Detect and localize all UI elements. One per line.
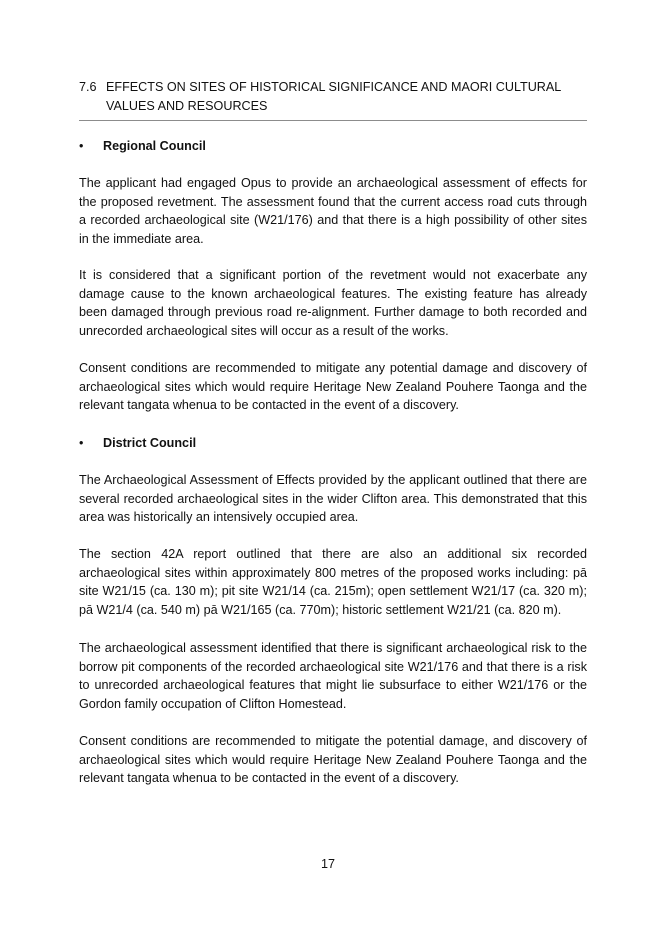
district-council-label: District Council [103, 436, 197, 450]
paragraph: Consent conditions are recommended to mitigate the potential damage, and discovery of archaeological sites which would require Heritage New Zealand Pouhere Taonga and the relevant tangata whenua to be contacted in the event of a discovery. [79, 734, 587, 786]
paragraph: The section 42A report outlined that there are also an additional six recorded archaeological sites within approximately 800 metres of the proposed works including: pā site W21/15 (ca. 130 m); pit site W21/14 (ca. 215m); open settlement W21/17 (ca. 320 m); pā W21/4 (ca. 540 m) pā W21/165 (ca. 770m); historic settlement W21/21 (ca. 820 m). [79, 547, 587, 618]
district-council-heading [79, 434, 196, 452]
section-title: EFFECTS ON SITES OF HISTORICAL SIGNIFICANCE AND MAORI CULTURAL VALUES AND RESOURCES [106, 80, 561, 113]
paragraph: The archaeological assessment identified that there is significant archaeological risk to the borrow pit components of the recorded archaeological site W21/176 and that there is a risk to unrecorded archaeological features that might lie subsurface to either W21/176 or the Gordon family occupation of Clifton Homestead. [79, 641, 587, 712]
bullet-icon: • [79, 139, 84, 153]
paragraph: Consent conditions are recommended to mitigate any potential damage and discovery of archaeological sites which would require Heritage New Zealand Pouhere Taonga and the relevant tangata whenua to be contacted in the event of a discovery. [79, 361, 587, 413]
regional-council-heading [79, 137, 206, 155]
page-number: 17 [320, 857, 335, 871]
paragraph: The Archaeological Assessment of Effects provided by the applicant outlined that there are several recorded archaeological sites in the wider Clifton area. This demonstrated that this area was historically an intensively occupied area. [79, 473, 587, 525]
paragraph: The applicant had engaged Opus to provide an archaeological assessment of effects for the proposed revetment. The assessment found that the current access road cuts through a recorded archaeological site (W21/176) and that there is a high possibility of other sites in the immediate area. [79, 176, 587, 247]
regional-council-label: Regional Council [103, 139, 206, 153]
section-number: 7.6 [79, 80, 97, 94]
bullet-icon: • [79, 436, 84, 450]
paragraph: It is considered that a significant portion of the revetment would not exacerbate any damage cause to the known archaeological features. The existing feature has already been damaged through previous road re-alignment. Further damage to both recorded and unrecorded archaeological sites will occur as a result of the works. [79, 268, 587, 339]
section-heading [79, 78, 587, 121]
